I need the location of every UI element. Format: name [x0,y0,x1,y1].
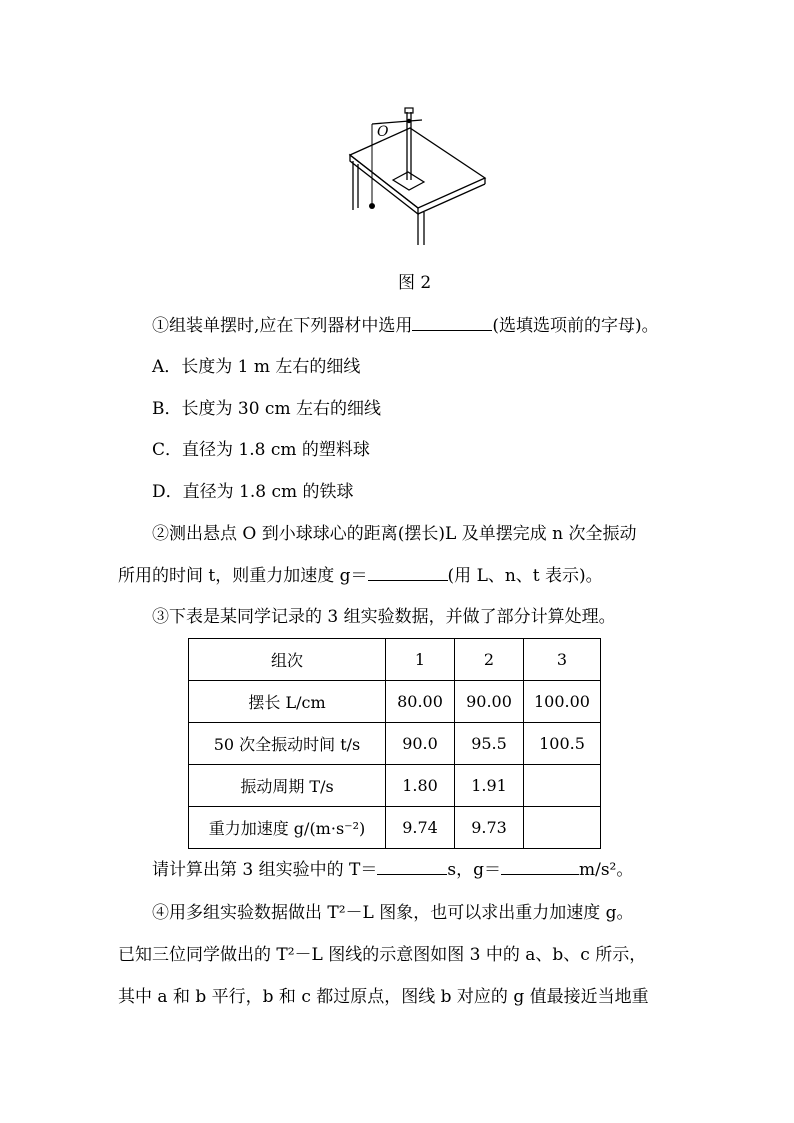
table-cell: 95.5 [455,723,524,765]
q1-text-before: ①组装单摆时,应在下列器材中选用 [152,316,413,336]
figure-caption: 图 2 [398,273,432,293]
table-cell: 1.80 [386,765,455,807]
table-cell: 100.5 [524,723,601,765]
q1-option-a: A．长度为 1 m 左右的细线 [152,357,361,377]
table-row [189,723,601,765]
q2-text-before: 所用的时间 t，则重力加速度 g＝ [118,566,368,586]
table-cell: 摆长 L/cm [189,681,386,723]
q3-calc-before: 请计算出第 3 组实验中的 T＝ [152,860,378,880]
q1-option-b: B．长度为 30 cm 左右的细线 [152,399,381,419]
table-header-cell: 1 [386,639,455,681]
q4-line2: 已知三位同学做出的 T²－L 图线的示意图如图 3 中的 a、b、c 所示， [118,945,647,965]
q2-text-after: (用 L、n、t 表示)。 [447,566,603,586]
data-table [188,638,601,849]
table-cell: 90.0 [386,723,455,765]
table-cell: 80.00 [386,681,455,723]
table-header-cell: 3 [524,639,601,681]
q3-intro: ③下表是某同学记录的 3 组实验数据，并做了部分计算处理。 [152,607,616,627]
table-row [189,681,601,723]
q1-option-d: D．直径为 1.8 cm 的铁球 [152,482,354,502]
q3-calc-line [152,858,633,882]
table-cell: 9.74 [386,807,455,849]
q3-calc-mid: s，g＝ [447,860,501,880]
table-cell [524,807,601,849]
pendulum-figure [340,100,490,250]
table-header-row [189,639,601,681]
q2-answer-blank[interactable] [368,564,448,581]
table-header-cell: 2 [455,639,524,681]
q2-line1: ②测出悬点 O 到小球球心的距离(摆长)L 及单摆完成 n 次全振动 [152,524,637,544]
table-cell: 9.73 [455,807,524,849]
table-cell: 50 次全振动时间 t/s [189,723,386,765]
q3-calc-after: m/s²。 [578,860,634,880]
q2-line2 [118,564,603,588]
table-header-cell: 组次 [189,639,386,681]
table-cell: 振动周期 T/s [189,765,386,807]
table-cell: 100.00 [524,681,601,723]
q1-option-c: C．直径为 1.8 cm 的塑料球 [152,440,370,460]
table-cell: 重力加速度 g/(m·s⁻²) [189,807,386,849]
q3-g-blank[interactable] [501,858,579,875]
point-o-label: O [377,124,389,140]
table-row [189,807,601,849]
table-cell: 90.00 [455,681,524,723]
q3-t-blank[interactable] [377,858,447,875]
table-cell: 1.91 [455,765,524,807]
table-cell [524,765,601,807]
table-row [189,765,601,807]
q1-answer-blank[interactable] [412,314,492,331]
q4-line3: 其中 a 和 b 平行，b 和 c 都过原点，图线 b 对应的 g 值最接近当地重 [118,987,649,1007]
q4-line1: ④用多组实验数据做出 T²－L 图象，也可以求出重力加速度 g。 [152,903,634,923]
q1-prompt [152,314,659,338]
q1-text-after: (选填选项前的字母)。 [492,316,659,336]
